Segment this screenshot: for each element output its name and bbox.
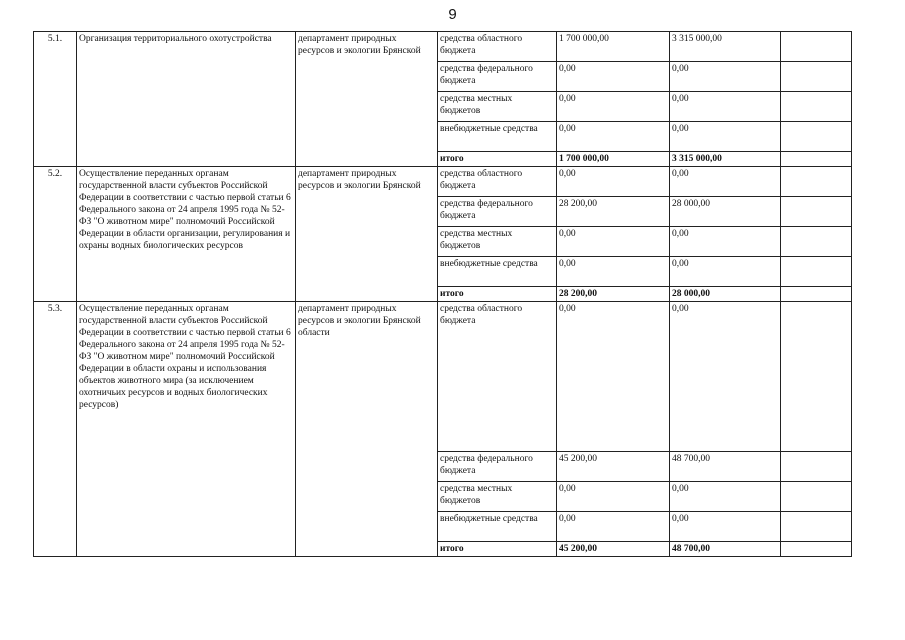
funding-source: средства федерального бюджета bbox=[438, 452, 557, 482]
amount-2: 3 315 000,00 bbox=[670, 32, 781, 62]
amount-1: 0,00 bbox=[557, 257, 670, 287]
amount-1: 0,00 bbox=[557, 482, 670, 512]
amount-3 bbox=[781, 512, 852, 542]
amount-3 bbox=[781, 92, 852, 122]
funding-source: средства областного бюджета bbox=[438, 167, 557, 197]
amount-1: 0,00 bbox=[557, 62, 670, 92]
section-executor: департамент природных ресурсов и экологии Брянской области bbox=[296, 302, 438, 557]
amount-2: 48 700,00 bbox=[670, 452, 781, 482]
total-amount-2: 48 700,00 bbox=[670, 542, 781, 557]
amount-3 bbox=[781, 257, 852, 287]
amount-2: 0,00 bbox=[670, 482, 781, 512]
total-amount-2: 3 315 000,00 bbox=[670, 152, 781, 167]
section-name: Осуществление переданных органам государственной власти субъектов Российской Федерации в соответствии с частью первой статьи 6 Федерального закона от 24 апреля 1995 года № 52-ФЗ "О животном мире" полномочий Российской Федерации в области охраны и использования объектов животного мира (за исключением охотничьих ресурсов и водных биологических ресурсов) bbox=[77, 302, 296, 557]
table-row bbox=[34, 167, 852, 197]
amount-2: 0,00 bbox=[670, 227, 781, 257]
amount-3 bbox=[781, 197, 852, 227]
amount-3 bbox=[781, 482, 852, 512]
total-amount-3 bbox=[781, 152, 852, 167]
funding-source: средства федерального бюджета bbox=[438, 62, 557, 92]
amount-1: 0,00 bbox=[557, 167, 670, 197]
section-number: 5.1. bbox=[34, 32, 77, 167]
amount-1: 1 700 000,00 bbox=[557, 32, 670, 62]
amount-3 bbox=[781, 167, 852, 197]
funding-source: средства местных бюджетов bbox=[438, 482, 557, 512]
funding-source: средства областного бюджета bbox=[438, 302, 557, 452]
amount-3 bbox=[781, 302, 852, 452]
amount-2: 0,00 bbox=[670, 302, 781, 452]
amount-3 bbox=[781, 62, 852, 92]
funding-source: средства федерального бюджета bbox=[438, 197, 557, 227]
amount-2: 0,00 bbox=[670, 257, 781, 287]
amount-1: 45 200,00 bbox=[557, 452, 670, 482]
funding-source: внебюджетные средства bbox=[438, 122, 557, 152]
total-amount-1: 28 200,00 bbox=[557, 287, 670, 302]
total-amount-1: 1 700 000,00 bbox=[557, 152, 670, 167]
amount-2: 28 000,00 bbox=[670, 197, 781, 227]
amount-1: 0,00 bbox=[557, 512, 670, 542]
funding-source: средства областного бюджета bbox=[438, 32, 557, 62]
amount-1: 0,00 bbox=[557, 227, 670, 257]
amount-1: 0,00 bbox=[557, 92, 670, 122]
amount-1: 28 200,00 bbox=[557, 197, 670, 227]
section-executor: департамент природных ресурсов и экологии Брянской bbox=[296, 32, 438, 167]
amount-1: 0,00 bbox=[557, 302, 670, 452]
amount-2: 0,00 bbox=[670, 62, 781, 92]
section-number: 5.2. bbox=[34, 167, 77, 302]
funding-source: внебюджетные средства bbox=[438, 257, 557, 287]
section-name: Организация территориального охотустройства bbox=[77, 32, 296, 167]
amount-3 bbox=[781, 122, 852, 152]
total-amount-3 bbox=[781, 287, 852, 302]
amount-3 bbox=[781, 227, 852, 257]
amount-1: 0,00 bbox=[557, 122, 670, 152]
funding-source: внебюджетные средства bbox=[438, 512, 557, 542]
page-number: 9 bbox=[448, 6, 457, 23]
total-label: итого bbox=[438, 152, 557, 167]
amount-3 bbox=[781, 32, 852, 62]
table-row bbox=[34, 32, 852, 62]
amount-2: 0,00 bbox=[670, 122, 781, 152]
section-name: Осуществление переданных органам государственной власти субъектов Российской Федерации в соответствии с частью первой статьи 6 Федерального закона от 24 апреля 1995 года № 52-ФЗ "О животном мире" полномочий Российской Федерации в области организации, регулирования и охраны водных биологических ресурсов bbox=[77, 167, 296, 302]
amount-2: 0,00 bbox=[670, 92, 781, 122]
program-funding-table bbox=[33, 31, 852, 557]
total-amount-1: 45 200,00 bbox=[557, 542, 670, 557]
total-label: итого bbox=[438, 542, 557, 557]
funding-source: средства местных бюджетов bbox=[438, 227, 557, 257]
total-amount-3 bbox=[781, 542, 852, 557]
amount-2: 0,00 bbox=[670, 512, 781, 542]
section-executor: департамент природных ресурсов и экологии Брянской bbox=[296, 167, 438, 302]
funding-source: средства местных бюджетов bbox=[438, 92, 557, 122]
total-label: итого bbox=[438, 287, 557, 302]
amount-2: 0,00 bbox=[670, 167, 781, 197]
total-amount-2: 28 000,00 bbox=[670, 287, 781, 302]
amount-3 bbox=[781, 452, 852, 482]
table-row bbox=[34, 302, 852, 452]
section-number: 5.3. bbox=[34, 302, 77, 557]
